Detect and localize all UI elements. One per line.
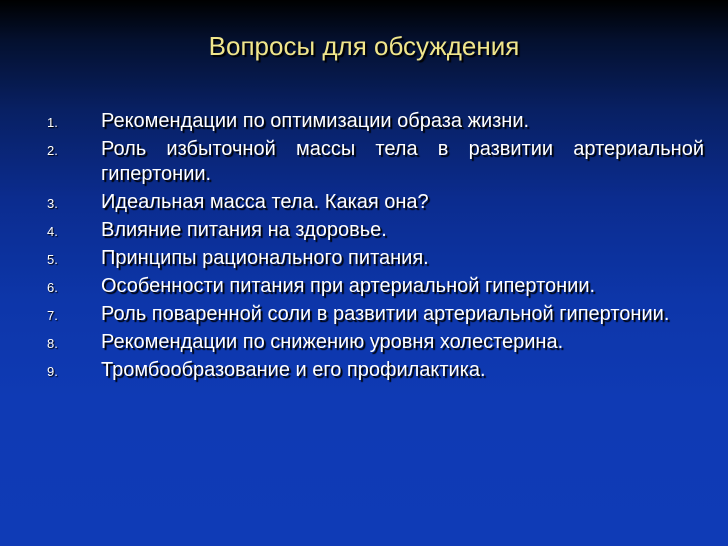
list-item-number: 9. [47,364,58,379]
discussion-questions-list [0,109,728,386]
list-item-number: 6. [47,280,58,295]
list-item-number: 5. [47,252,58,267]
list-item-number: 2. [47,143,58,158]
list-item-number: 4. [47,224,58,239]
list-item [0,190,728,215]
list-item-text: Роль поваренной соли в развитии артериальной гипертонии. [101,303,670,325]
list-item [0,330,728,355]
list-item-number: 7. [47,308,58,323]
list-item-number: 3. [47,196,58,211]
slide-title: Вопросы для обсуждения [208,31,520,61]
list-item-text: Рекомендации по снижению уровня холестерина. [101,331,564,353]
list-item [0,274,728,299]
list-item-number: 8. [47,336,58,351]
list-item-text: Рекомендации по оптимизации образа жизни. [101,110,530,132]
list-item [0,302,728,327]
list-item-text: Тромбообразование и его профилактика. [101,359,486,381]
list-item [0,137,728,187]
list-item-text: Особенности питания при артериальной гипертонии. [101,275,596,297]
list-item-text: Принципы рационального питания. [101,247,429,269]
list-item [0,109,728,134]
list-item-number: 1. [47,115,58,130]
list-item-text: Влияние питания на здоровье. [101,219,387,241]
list-item [0,246,728,271]
list-item-text: Роль избыточной массы тела в развитии артериальной гипертонии. [101,138,704,185]
list-item-text: Идеальная масса тела. Какая она? [101,191,429,213]
list-item [0,218,728,243]
list-item [0,358,728,383]
